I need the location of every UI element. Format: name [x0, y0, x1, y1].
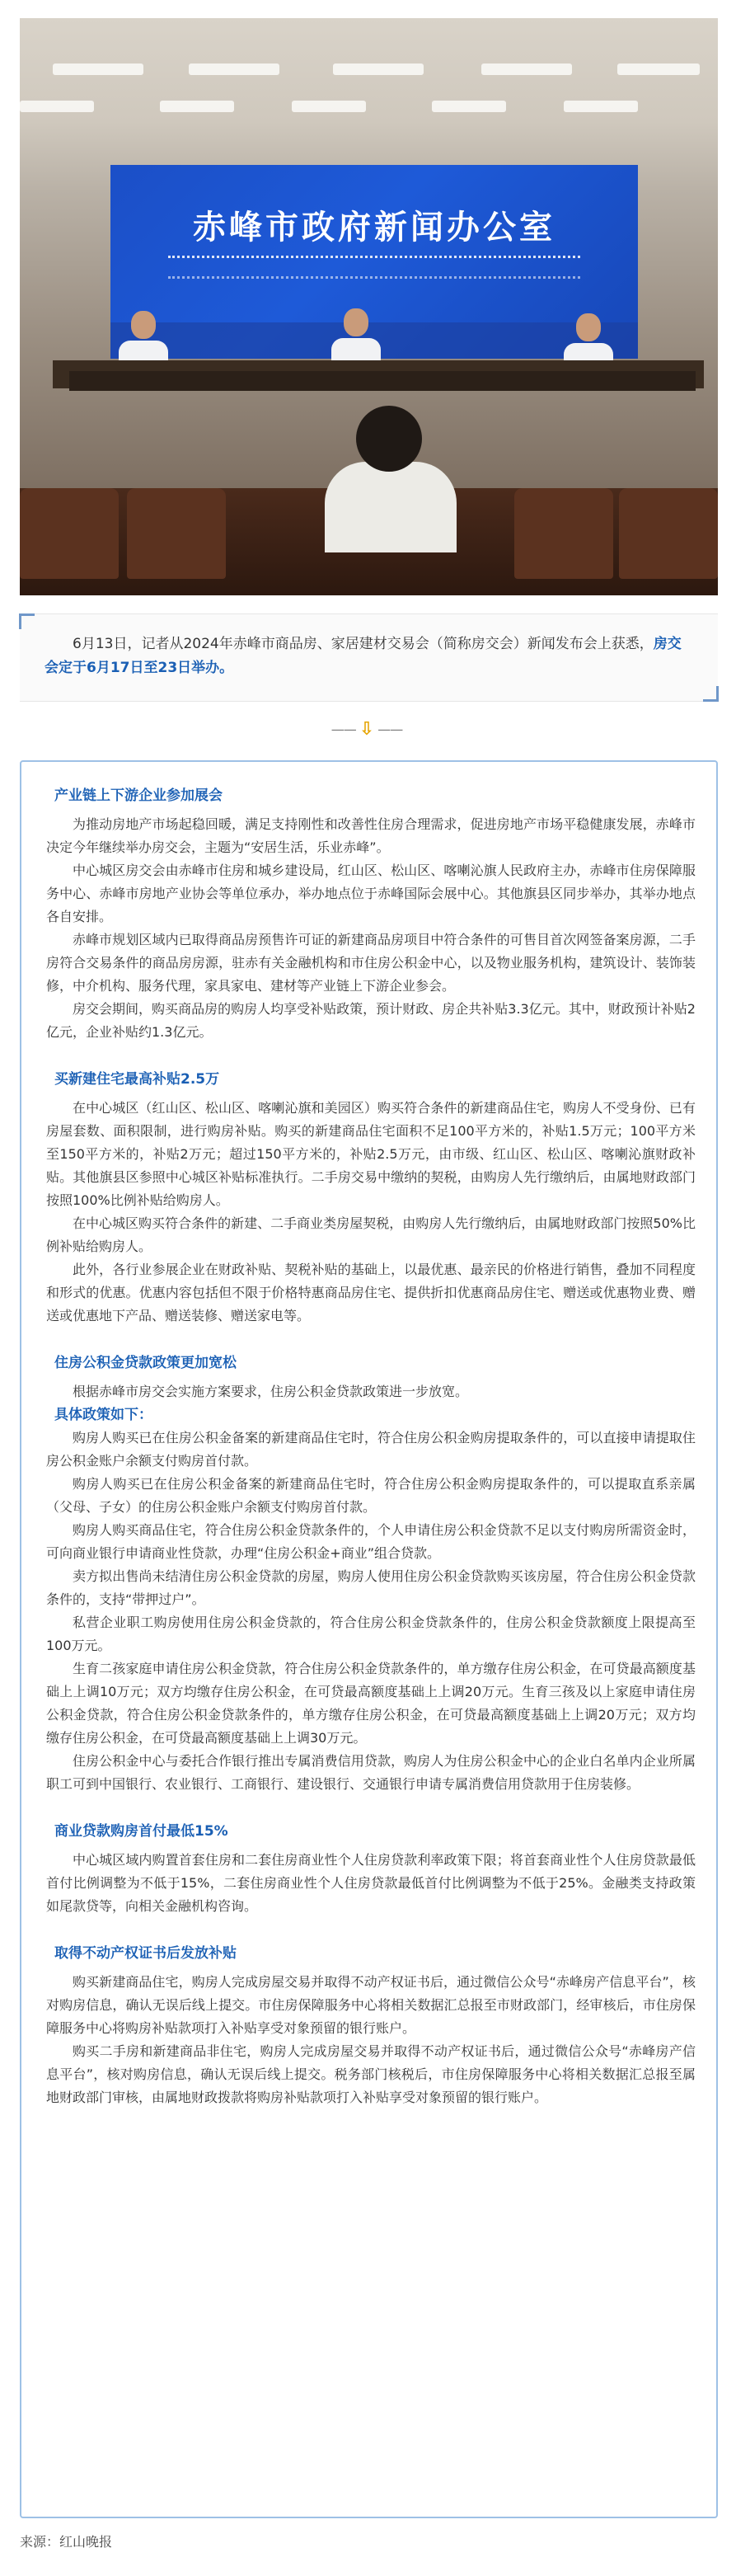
paragraph: 赤峰市规划区域内已取得商品房预售许可证的新建商品房项目中符合条件的可售目首次网签备案房源，二手房符合交易条件的商品房房源，驻赤有关金融机构和市住房公积金中心，以及物业服务机构，建筑设计、装饰装修，中介机构、服务代理，家具家电、建材等产业链上下游企业参会。: [46, 932, 696, 994]
intro-text: 6月13日，记者从2024年赤峰市商品房、家居建材交易会（简称房交会）新闻发布会上获悉，房交会定于6月17日至23日举办。: [45, 636, 682, 676]
section-title: 住房公积金贷款政策更加宽松: [54, 1355, 237, 1371]
article-card: [20, 760, 718, 2518]
paragraph: 根据赤峰市房交会实施方案要求，住房公积金贷款政策进一步放宽。: [73, 1384, 469, 1399]
section-commercial-loan: [46, 1821, 696, 1918]
section-title: 商业贷款购房首付最低15%: [54, 1823, 228, 1840]
paragraph: 生育二孩家庭申请住房公积金贷款，符合住房公积金贷款条件的，单方缴存住房公积金，在可贷最高额度基础上上调10万元；双方均缴存住房公积金，在可贷最高额度基础上上调20万元。生育三孩及以上家庭申请住房公积金贷款，符合住房公积金贷款条件的，单方缴存住房公积金，在可贷最高额度基础上上调20万元；双方均缴存住房公积金，在可贷最高额度基础上上调30万元。: [46, 1661, 696, 1746]
paragraph: 中心城区房交会由赤峰市住房和城乡建设局，红山区、松山区、喀喇沁旗人民政府主办，赤峰市住房保障服务中心、赤峰市房地产业协会等单位承办，举办地点位于赤峰国际会展中心。其他旗县区同步举办，其举办地点各自安排。: [46, 863, 696, 924]
section-divider: —— ⇩ ——: [330, 719, 403, 740]
paragraph: 在中心城区（红山区、松山区、喀喇沁旗和美园区）购买符合条件的新建商品住宅，购房人不受身份、已有房屋套数、面积限制，进行购房补贴。购买的新建商品住宅面积不足100平方米的，补贴1.5万元；100平方米至150平方米的，补贴2万元；超过150平方米的，补贴2.5万元，由市级、红山区、松山区、喀喇沁旗财政补贴。其他旗县区参照中心城区补贴标准执行。二手房交易中缴纳的契税，由购房人先行缴纳后，由属地财政部门按照100%比例补贴给购房人。: [46, 1100, 696, 1208]
paragraph: 购买二手房和新建商品非住宅，购房人完成房屋交易并取得不动产权证书后，通过微信公众号“赤峰房产信息平台”，核对购房信息，确认无误后线上提交。税务部门核税后，市住房保障服务中心将相关数据汇总报至属地财政部门审核，由属地财政拨款将购房补贴款项打入补贴享受对象预留的银行账户。: [46, 2043, 696, 2105]
paragraph: 中心城区域内购置首套住房和二套住房商业性个人住房贷款利率政策下限；将首套商业性个人住房贷款最低首付比例调整为不低于15%，二套住房商业性个人住房贷款最低首付比例调整为不低于25%。金融类支持政策如尾款贷等，向相关金融机构咨询。: [46, 1852, 696, 1914]
paragraph: 房交会期间，购买商品房的购房人均享受补贴政策，预计财政、房企共补贴3.3亿元。其中，财政预计补贴2亿元，企业补贴约1.3亿元。: [46, 1001, 696, 1040]
paragraph: 购房人购买已在住房公积金备案的新建商品住宅时，符合住房公积金购房提取条件的，可以直接申请提取住房公积金账户余额支付购房首付款。: [46, 1430, 696, 1469]
intro-box: [20, 613, 718, 702]
paragraph: 购买新建商品住宅，购房人完成房屋交易并取得不动产权证书后，通过微信公众号“赤峰房产信息平台”，核对购房信息，确认无误后线上提交。市住房保障服务中心将相关数据汇总报至市财政部门，经审核后，市住房保障服务中心将购房补贴款项打入补贴享受对象预留的银行账户。: [46, 1974, 696, 2036]
audience-member: [316, 406, 465, 546]
paragraph: 住房公积金中心与委托合作银行推出专属消费信用贷款，购房人为住房公积金中心的企业白名单内企业所属职工可到中国银行、农业银行、工商银行、建设银行、交通银行申请专属消费信用贷款用于住房装修。: [46, 1753, 696, 1792]
section-title: 买新建住宅最高补贴2.5万: [54, 1071, 220, 1088]
section-title: 取得不动产权证书后发放补贴: [54, 1945, 237, 1962]
press-conference-photo: [20, 18, 718, 595]
section-title: 产业链上下游企业参加展会: [54, 787, 223, 804]
paragraph: 为推动房地产市场起稳回暖，满足支持刚性和改善性住房合理需求，促进房地产市场平稳健康发展，赤峰市决定今年继续举办房交会，主题为“安居生活，乐业赤峰”。: [46, 816, 696, 855]
paragraph: 私营企业职工购房使用住房公积金贷款的，符合住房公积金贷款条件的，住房公积金贷款额度上限提高至100万元。: [46, 1615, 696, 1653]
section-provident-fund: [46, 1352, 696, 1796]
paragraph: 此外，各行业参展企业在财政补贴、契税补贴的基础上，以最优惠、最亲民的价格进行销售，叠加不同程度和形式的优惠。优惠内容包括但不限于价格特惠商品房住宅、提供折扣优惠商品房住宅、赠送或优惠物业费、赠送或优惠地下产品、赠送装修、赠送家电等。: [46, 1262, 696, 1323]
paragraph: 在中心城区购买符合条件的新建、二手商业类房屋契税，由购房人先行缴纳后，由属地财政部门按照50%比例补贴给购房人。: [46, 1215, 696, 1254]
source-credit: 来源：红山晚报: [20, 2534, 113, 2550]
section-subsidy: [46, 1069, 696, 1328]
paragraph: 卖方拟出售尚未结清住房公积金贷款的房屋，购房人使用住房公积金贷款购买该房屋，符合住房公积金贷款条件的，支持“带押过户”。: [46, 1568, 696, 1607]
section-subtitle: 具体政策如下：: [54, 1407, 152, 1423]
section-subsidy-payment: [46, 1943, 696, 2109]
intro-highlight: 房交会定于6月17日至23日举办。: [45, 636, 682, 676]
paragraph: 购房人购买商品住宅，符合住房公积金贷款条件的，个人申请住房公积金贷款不足以支付购房所需资金时，可向商业银行申请商业性贷款，办理“住房公积金+商业”组合贷款。: [46, 1522, 696, 1561]
backdrop-title: 赤峰市政府新闻办公室: [193, 209, 556, 247]
section-expo: [46, 785, 696, 1044]
arrow-down-icon: ⇩: [359, 719, 375, 740]
mongolian-script: [168, 256, 580, 279]
paragraph: 购房人购买已在住房公积金备案的新建商品住宅时，符合住房公积金购房提取条件的，可以提取直系亲属（父母、子女）的住房公积金账户余额支付购房首付款。: [46, 1476, 696, 1515]
